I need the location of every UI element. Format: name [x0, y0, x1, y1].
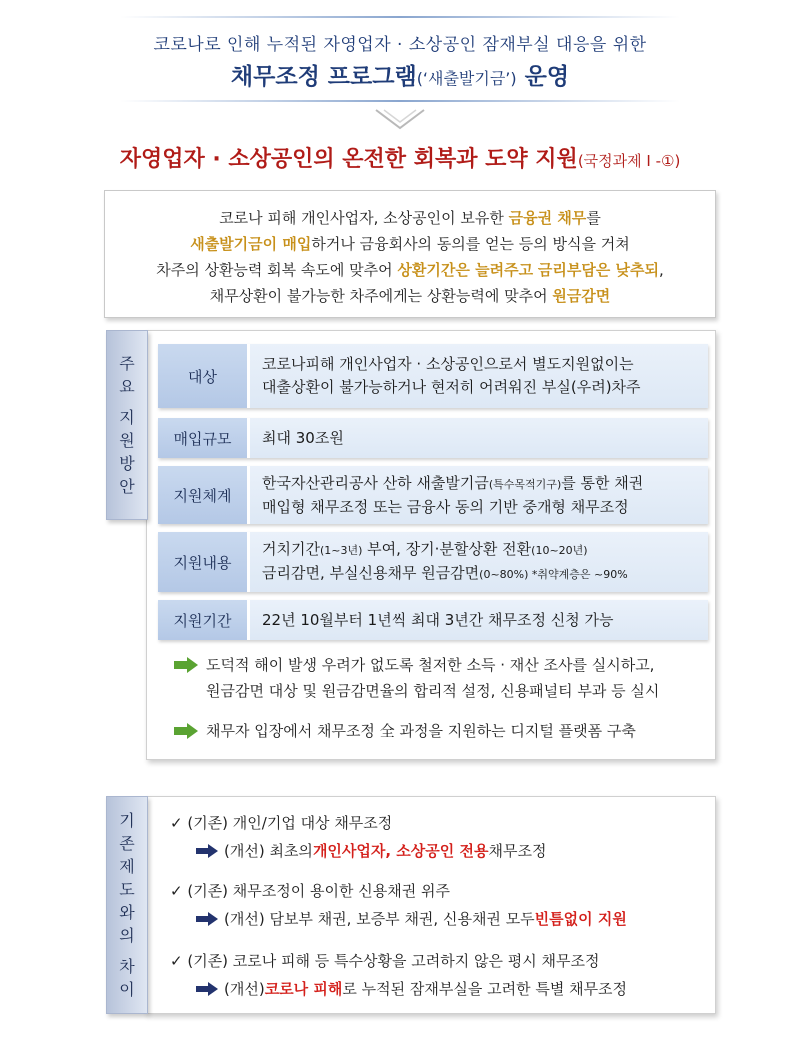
green-arrow-icon [174, 723, 198, 739]
row-target [158, 344, 708, 408]
program-title-paren: (‘새출발기금’) [416, 69, 517, 88]
goal-tag: (국정과제 I -①) [577, 152, 681, 170]
row-small: (1~3년) [319, 544, 363, 557]
header-top-line [120, 16, 680, 18]
row-text: 한국자산관리공사 산하 새출발기금 [262, 473, 489, 492]
navy-arrow-icon [196, 844, 218, 858]
row-small: (0~80%) [479, 568, 529, 581]
row-system [158, 466, 708, 524]
summary-highlight: 상환기간은 늘려주고 [397, 261, 534, 279]
row-scale [158, 418, 708, 458]
row-text: 거치기간 [262, 540, 320, 558]
measure-item-2 [174, 718, 704, 744]
row-label: 지원내용 [158, 532, 250, 592]
row-line: 코로나피해 개인사업자 · 소상공인으로서 별도지원없이는 [262, 355, 634, 373]
tab-char: 방 [119, 454, 135, 473]
measure-line: 원금감면 대상 및 원금감면율의 합리적 설정, 신용패널티 부과 등 실시 [206, 682, 660, 700]
program-title [0, 58, 800, 91]
summary-line-3 [105, 257, 715, 283]
measure-text: 채무자 입장에서 채무조정 全 과정을 지원하는 디지털 플랫폼 구축 [206, 722, 636, 740]
navy-arrow-icon [196, 912, 218, 926]
summary-line-1 [105, 205, 715, 231]
improve-text: (개선) 담보부 채권, 보증부 채권, 신용채권 모두 [224, 910, 535, 928]
row-text: 를 통한 채권 [561, 473, 644, 492]
row-content [250, 532, 708, 592]
summary-text: 를 [586, 209, 601, 227]
tab-char: 존 [119, 834, 135, 853]
measure-item-1 [174, 652, 704, 704]
row-small: (특수목적기구) [488, 477, 562, 491]
row-content [250, 466, 708, 524]
summary-box [104, 190, 716, 318]
summary-line-4 [105, 283, 715, 309]
summary-text: 하거나 금융회사의 동의를 얻는 등의 방식을 거쳐 [311, 235, 630, 253]
improved-item-3 [196, 978, 627, 999]
summary-text: , [659, 261, 664, 279]
row-line: 22년 10월부터 1년씩 최대 3년간 채무조정 신청 가능 [262, 610, 614, 629]
down-chevron-icon [372, 106, 428, 134]
existing-item-2: ✓ (기존) 채무조정이 용이한 신용채권 위주 [170, 882, 450, 900]
row-label: 지원기간 [158, 600, 250, 640]
row-line [262, 562, 708, 586]
row-label: 대상 [158, 344, 250, 408]
summary-text: 차주의 상환능력 회복 속도에 맞추어 [156, 261, 398, 279]
summary-text: 채무상환이 불가능한 차주에게는 상환능력에 맞추어 [209, 287, 553, 305]
support-side-tab [106, 330, 148, 520]
tab-char: 지 [119, 408, 135, 427]
measure-line: 도덕적 해이 발생 우려가 없도록 철저한 소득 · 재산 조사를 실시하고, [206, 656, 655, 674]
row-text: 부여, 장기·분할상환 전환 [362, 540, 532, 558]
row-line: 매입형 채무조정 또는 금융사 동의 기반 중개형 채무조정 [262, 497, 629, 516]
tab-char: 기 [119, 811, 135, 830]
row-small: *취약계층은 ~90% [528, 568, 628, 581]
improve-highlight: 코로나 피해 [264, 980, 343, 998]
tab-char: 원 [119, 431, 135, 450]
tab-char: 주 [119, 354, 135, 373]
tab-char: 이 [119, 980, 135, 999]
measure-text [206, 652, 659, 704]
tab-char: 제 [119, 857, 135, 876]
existing-item-1: ✓ (기존) 개인/기업 대상 채무조정 [170, 814, 393, 832]
program-title-main: 채무조정 프로그램 [230, 64, 417, 90]
improve-text: (개선) 최초의 [224, 842, 313, 860]
improved-item-1 [196, 840, 546, 861]
summary-text: 코로나 피해 개인사업자, 소상공인이 보유한 [219, 209, 509, 227]
summary-highlight: 금융권 채무 [508, 209, 587, 227]
improve-highlight: 개인사업자, 소상공인 전용 [312, 842, 489, 860]
row-content [250, 418, 708, 458]
row-text: 금리감면, 부실신용채무 원금감면 [262, 564, 480, 582]
goal-title [0, 142, 800, 173]
summary-highlight: 새출발기금이 매입 [190, 235, 312, 253]
difference-side-tab [106, 796, 148, 1014]
row-content [250, 600, 708, 640]
row-contents [158, 532, 708, 592]
row-line [262, 538, 708, 562]
row-period [158, 600, 708, 640]
improve-highlight: 빈틈없이 지원 [534, 910, 627, 928]
header-bottom-line [120, 100, 680, 102]
row-label: 지원체계 [158, 466, 250, 524]
goal-title-text: 자영업자 · 소상공인의 온전한 회복과 도약 지원 [119, 147, 578, 172]
row-line [262, 472, 708, 496]
program-subtitle: 코로나로 인해 누적된 자영업자 · 소상공인 잠재부실 대응을 위한 [153, 35, 647, 55]
improve-text: 채무조정 [488, 842, 547, 860]
row-small: (10~20년) [531, 544, 588, 557]
tab-char: 의 [119, 926, 135, 945]
summary-highlight: 원금감면 [552, 287, 611, 305]
existing-item-3: ✓ (기존) 코로나 피해 등 특수상황을 고려하지 않은 평시 채무조정 [170, 952, 600, 970]
tab-char: 안 [119, 477, 135, 496]
program-title-end: 운영 [516, 64, 570, 90]
row-line: 최대 30조원 [262, 428, 344, 447]
green-arrow-icon [174, 657, 198, 673]
tab-char: 와 [119, 903, 135, 922]
improve-text: (개선) [224, 980, 265, 998]
tab-char: 도 [119, 880, 135, 899]
tab-char: 요 [119, 377, 135, 396]
summary-line-2 [105, 231, 715, 257]
row-content [250, 344, 708, 408]
row-line: 대출상환이 불가능하거나 현저히 어려워진 부실(우려)차주 [262, 378, 641, 396]
row-label: 매입규모 [158, 418, 250, 458]
summary-highlight: 금리부담은 낮추되 [537, 261, 659, 279]
improved-item-2 [196, 908, 627, 929]
tab-char: 차 [119, 957, 135, 976]
navy-arrow-icon [196, 982, 218, 996]
improve-text: 로 누적된 잠재부실을 고려한 특별 채무조정 [342, 980, 628, 998]
